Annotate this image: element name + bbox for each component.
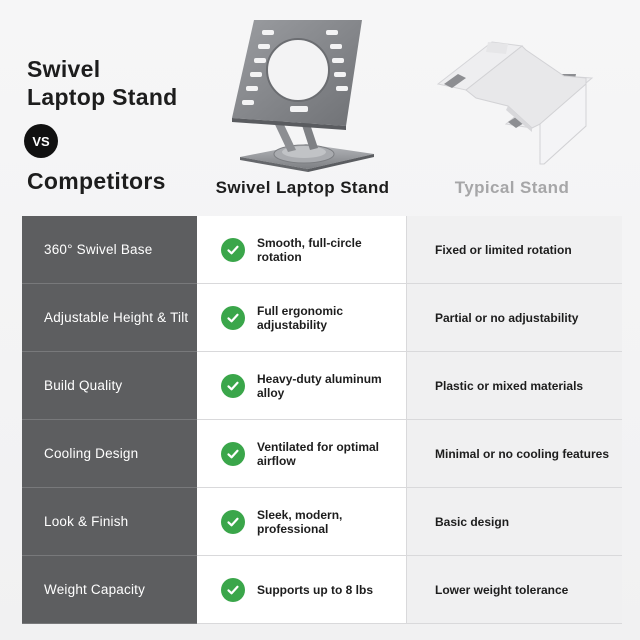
swivel-cell-text: Full ergonomic adjustability bbox=[257, 303, 344, 332]
table-row bbox=[22, 420, 622, 488]
typical-cell: Partial or no adjustability bbox=[407, 284, 622, 352]
swivel-cell bbox=[197, 488, 407, 556]
swivel-cell-text: Ventilated for optimal airflow bbox=[257, 439, 380, 468]
checkmark-icon bbox=[221, 510, 245, 534]
checkmark-icon bbox=[221, 442, 245, 466]
feature-cell: Adjustable Height & Tilt bbox=[22, 284, 197, 352]
swivel-stand-image bbox=[214, 14, 384, 172]
feature-cell: Cooling Design bbox=[22, 420, 197, 488]
checkmark-icon bbox=[221, 238, 245, 262]
table-row bbox=[22, 284, 622, 352]
checkmark-icon bbox=[221, 306, 245, 330]
swivel-cell-text: Supports up to 8 lbs bbox=[257, 582, 373, 597]
typical-cell: Lower weight tolerance bbox=[407, 556, 622, 624]
feature-cell: Build Quality bbox=[22, 352, 197, 420]
title-line-3: Competitors bbox=[27, 168, 166, 194]
typical-cell: Fixed or limited rotation bbox=[407, 216, 622, 284]
header bbox=[0, 0, 640, 216]
comparison-table bbox=[22, 216, 622, 624]
checkmark-icon bbox=[221, 578, 245, 602]
swivel-cell-text: Heavy-duty aluminum alloy bbox=[257, 371, 382, 400]
feature-cell: 360° Swivel Base bbox=[22, 216, 197, 284]
typical-cell: Plastic or mixed materials bbox=[407, 352, 622, 420]
title-line-1: Swivel bbox=[27, 56, 101, 82]
swivel-cell bbox=[197, 352, 407, 420]
typical-stand-image bbox=[436, 38, 596, 168]
typical-cell: Minimal or no cooling features bbox=[407, 420, 622, 488]
feature-cell: Weight Capacity bbox=[22, 556, 197, 624]
typical-cell: Basic design bbox=[407, 488, 622, 556]
swivel-cell bbox=[197, 420, 407, 488]
swivel-cell-text: Sleek, modern, professional bbox=[257, 507, 343, 536]
checkmark-icon bbox=[221, 374, 245, 398]
table-row bbox=[22, 556, 622, 624]
table-row bbox=[22, 488, 622, 556]
typical-column-heading: Typical Stand bbox=[454, 178, 570, 197]
title-line-2: Laptop Stand bbox=[27, 84, 178, 110]
table-row bbox=[22, 216, 622, 284]
swivel-cell-text: Smooth, full-circle rotation bbox=[257, 235, 362, 264]
table-row bbox=[22, 352, 622, 420]
vs-badge: VS bbox=[24, 124, 58, 158]
swivel-cell bbox=[197, 284, 407, 352]
swivel-column-heading: Swivel Laptop Stand bbox=[215, 178, 390, 197]
swivel-cell bbox=[197, 556, 407, 624]
feature-cell: Look & Finish bbox=[22, 488, 197, 556]
swivel-cell bbox=[197, 216, 407, 284]
